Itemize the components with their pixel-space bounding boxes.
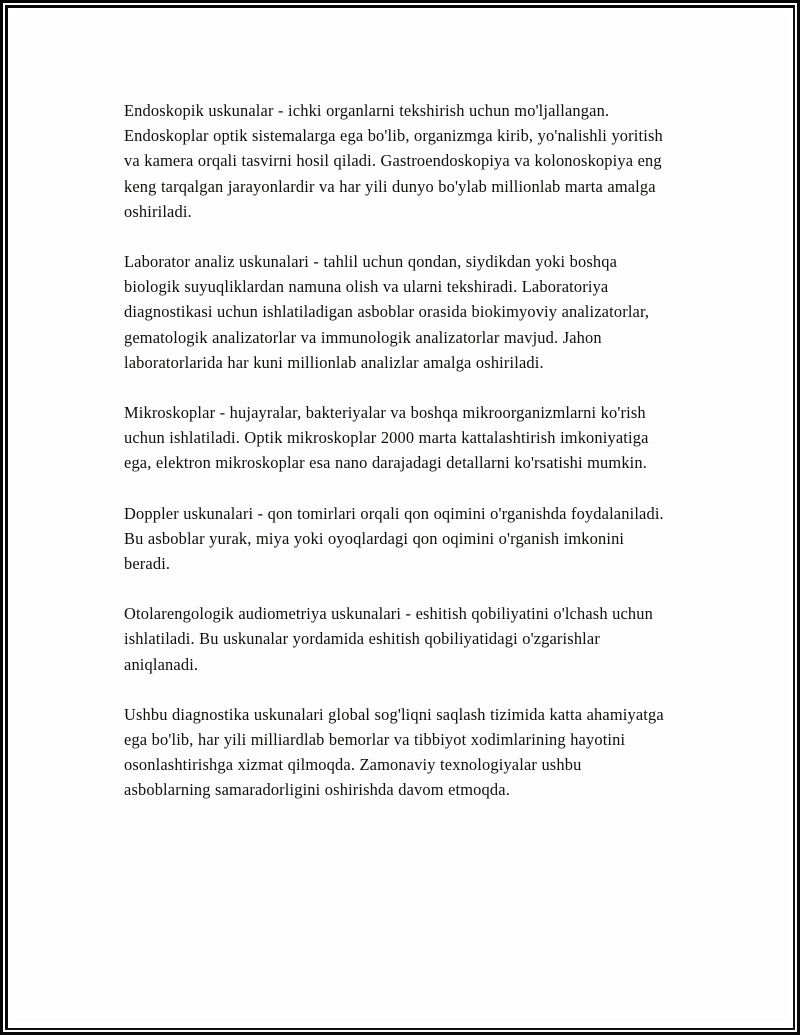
- document-sheet: [15, 15, 787, 1022]
- paragraph-xulosa: Ushbu diagnostika uskunalari global sog'liqni saqlash tizimida katta ahamiyatga ega bo'lib, har yili milliardlab bemorlar va tibbiyot xodimlarining hayotini osonlashtirishga xizmat qilmoqda. Zamonaviy texnologiyalar ushbu asboblarning samaradorligini oshirishda davom etmoqda.: [124, 704, 664, 800]
- document-text-body: [124, 98, 666, 803]
- paragraph-doppler-uskunalari: Doppler uskunalari - qon tomirlari orqali qon oqimini o'rganishda foydalaniladi. Bu asboblar yurak, miya yoki oyoqlardagi qon oqimini o'rganish imkonini beradi.: [124, 503, 664, 574]
- paragraph-laborator-analiz-uskunalari: Laborator analiz uskunalari - tahlil uchun qondan, siydikdan yoki boshqa biologik suyuqliklardan namuna olish va ularni tekshiradi. Laboratoriya diagnostikasi uchun ishlatiladigan asboblar orasida biokimyoviy analizatorlar, gematologik analizatorlar va immunologik analizatorlar mavjud. Jahon laboratorlarida har kuni millionlab analizlar amalga oshiriladi.: [124, 252, 650, 372]
- paragraph-otolarengologik-audiometriya-uskunalari: Otolarengologik audiometriya uskunalari - eshitish qobiliyatini o'lchash uchun ishlatiladi. Bu uskunalar yordamida eshitish qobiliyatidagi o'zgarishlar aniqlanadi.: [124, 604, 653, 674]
- document-page-frame-inner-rule: [5, 5, 795, 1030]
- paragraph-endoskopik-uskunalar: Endoskopik uskunalar - ichki organlarni tekshirish uchun mo'ljallangan. Endoskoplar optik sistemalarga ega bo'lib, organizmga kirib, yo'nalishli yoritish va kamera orqali tasvirni hosil qiladi. Gastroendoskopiya va kolonoskopiya eng keng tarqalgan jarayonlardir va har yili dunyo bo'ylab millionlab marta amalga oshiriladi.: [124, 101, 663, 221]
- paragraph-mikroskoplar: Mikroskoplar - hujayralar, bakteriyalar va boshqa mikroorganizmlarni ko'rish uchun ishlatiladi. Optik mikroskoplar 2000 marta kattalashtirish imkoniyatiga ega, elektron mikroskoplar esa nano darajadagi detallarni ko'rsatishi mumkin.: [124, 403, 649, 473]
